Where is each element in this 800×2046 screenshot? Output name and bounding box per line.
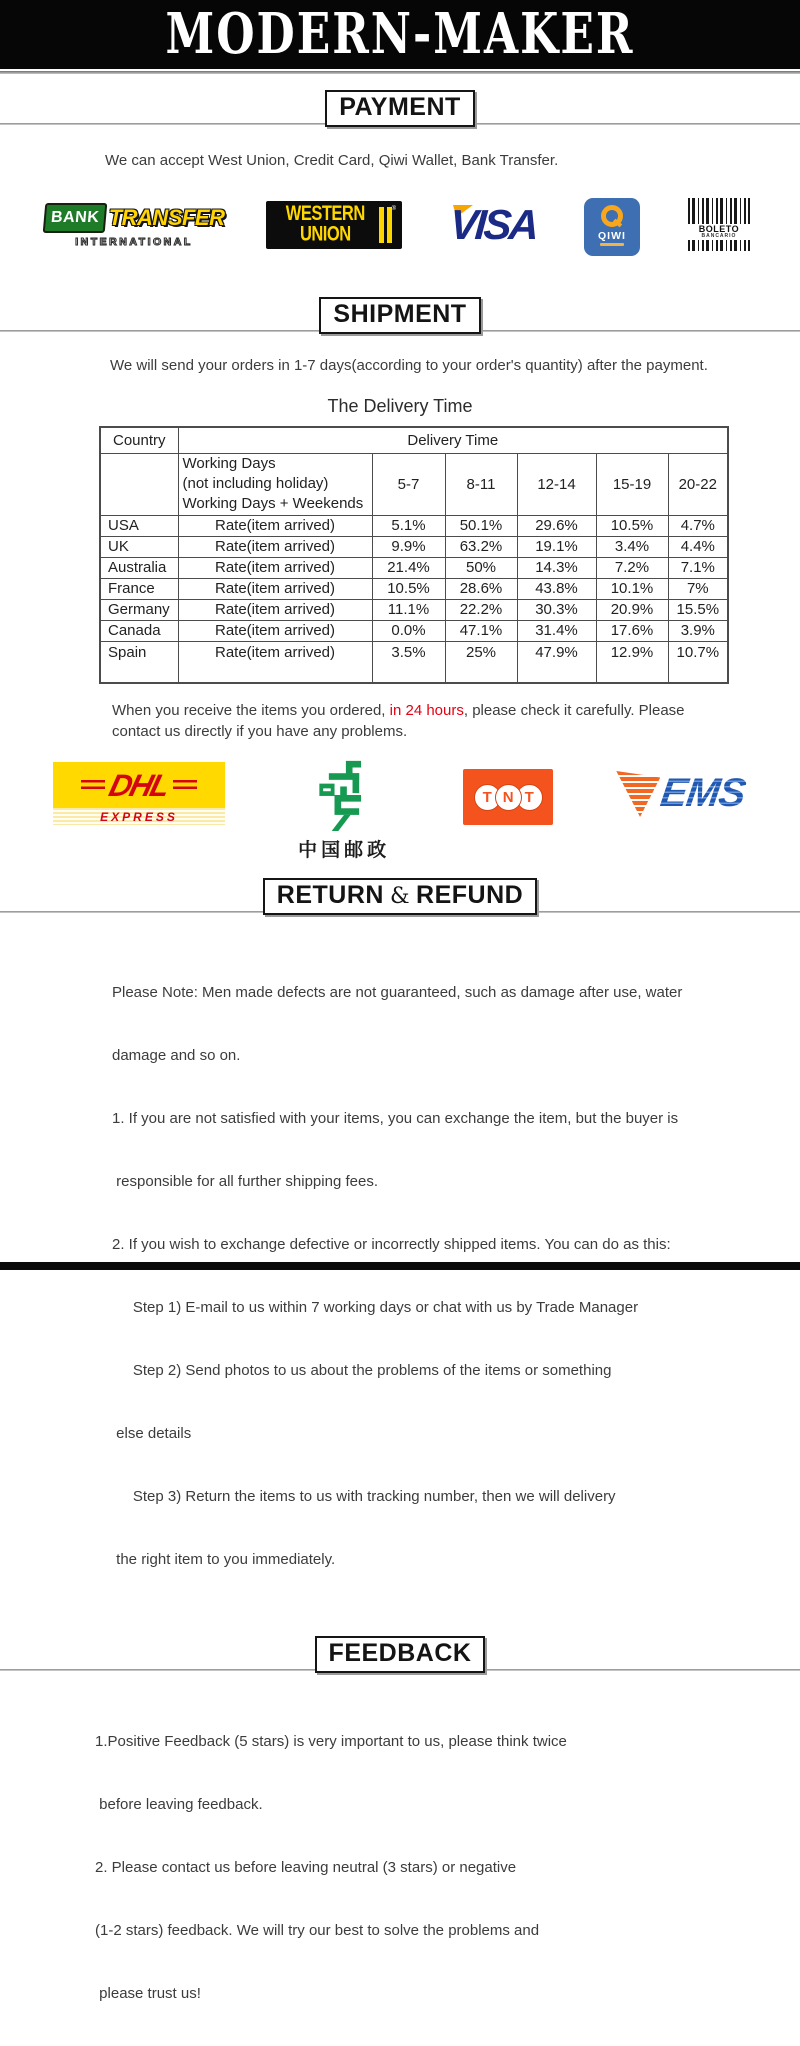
shipment-section-head [0,297,800,335]
rate-cell: Rate(item arrived) [178,578,372,599]
rate-cell: Rate(item arrived) [178,515,372,536]
table-subheader-row [100,453,728,515]
country-cell: Germany [100,599,178,620]
payment-logos-row [0,193,800,281]
bank-transfer-caption: INTERNATIONAL [75,236,193,248]
feedback-heading: FEEDBACK [315,1636,486,1673]
delivery-table-title: The Delivery Time [327,396,473,416]
value-cell: 10.5% [596,515,668,536]
col-header-country: Country [100,427,178,453]
value-cell: 21.4% [372,557,445,578]
value-cell: 31.4% [517,620,596,641]
value-cell: 9.9% [372,536,445,557]
country-cell: USA [100,515,178,536]
day-range: 15-19 [596,453,668,515]
shipping-logos-row [0,759,800,861]
dhl-dashes-icon [173,780,197,791]
country-cell: UK [100,536,178,557]
value-cell: 4.4% [668,536,728,557]
value-cell: 0.0% [372,620,445,641]
value-cell: 20.9% [596,599,668,620]
dhl-caption: EXPRESS [100,809,178,824]
value-cell: 47.1% [445,620,517,641]
table-row [100,620,728,641]
payment-section-head [0,90,800,128]
feedback-section-head [0,1636,800,1674]
payment-heading: PAYMENT [325,90,475,127]
china-post-caption: 中国邮政 [298,840,391,861]
shipment-heading: SHIPMENT [319,297,480,334]
return-refund-text: Please Note: Men made defects are not guaranteed, such as damage after use, water damage and so on. 1. If you are not satisfied with your items, you can exchange the item, but the buyer is responsible for all further shipping fees. 2. If you wish to exchange defective or incorrectly shipped items. You can do as this: Step 1) E-mail to us within 7 working days or chat with us by Trade Manager Step 2) Send photos to us about the problems of the items or something else details Step 3) Return the items to us with tracking number, then we will delivery the right item to you immediately. [112,984,683,1568]
ems-text: EMS [658,771,749,815]
day-range: 12-14 [517,453,596,515]
rate-cell: Rate(item arrived) [178,536,372,557]
value-cell: 12.9% [596,641,668,683]
delivery-time-table [99,426,729,684]
value-cell: 14.3% [517,557,596,578]
value-cell: 3.9% [668,620,728,641]
value-cell: 25% [445,641,517,683]
shipment-intro-text: We will send your orders in 1-7 days(according to your order's quantity) after the payment. [110,357,708,374]
tnt-letter: T [516,784,543,811]
value-cell: 47.9% [517,641,596,683]
value-cell: 28.6% [445,578,517,599]
return-refund-heading: RETURN & REFUND [263,878,537,915]
bank-transfer-logo [49,203,225,248]
tnt-letter: N [495,784,522,811]
dhl-logo [53,762,225,825]
day-range: 5-7 [372,453,445,515]
return-refund-section-head [0,878,800,916]
china-post-logo [288,759,400,862]
china-post-emblem-icon [315,759,373,831]
header-divider [0,71,800,74]
value-cell: 17.6% [596,620,668,641]
col-header-delivery-time: Delivery Time [178,427,728,453]
barcode-icon [688,198,750,224]
visa-text: VISA [448,201,538,248]
barcode-icon [688,240,750,251]
value-cell: 43.8% [517,578,596,599]
rate-cell: Rate(item arrived) [178,557,372,578]
bank-transfer-word2: TRANSFER [108,205,225,230]
western-union-line2: UNION [299,222,351,246]
value-cell: 11.1% [372,599,445,620]
value-cell: 50.1% [445,515,517,536]
value-cell: 50% [445,557,517,578]
country-cell: Canada [100,620,178,641]
qiwi-q-icon [601,205,623,227]
day-range: 20-22 [668,453,728,515]
country-cell: France [100,578,178,599]
working-days-cell: Working Days (not including holiday) Working Days + Weekends [178,453,372,515]
value-cell: 19.1% [517,536,596,557]
value-cell: 5.1% [372,515,445,536]
ems-flag-icon [616,771,660,817]
table-row [100,515,728,536]
dhl-text: DHL [105,767,173,803]
value-cell: 15.5% [668,599,728,620]
ems-logo [616,771,749,817]
brand-title: MODERN-MAKER [165,1,635,68]
qiwi-subtext-line [600,243,624,246]
qiwi-text: QIWI [598,230,626,242]
value-cell: 7% [668,578,728,599]
value-cell: 10.7% [668,641,728,683]
value-cell: 10.5% [372,578,445,599]
value-cell: 29.6% [517,515,596,536]
rate-cell: Rate(item arrived) [178,599,372,620]
qiwi-logo [584,198,640,256]
value-cell: 3.5% [372,641,445,683]
value-cell: 63.2% [445,536,517,557]
rate-cell: Rate(item arrived) [178,620,372,641]
table-row [100,557,728,578]
visa-logo [448,201,538,248]
value-cell: 10.1% [596,578,668,599]
empty-cell [100,453,178,515]
value-cell: 7.1% [668,557,728,578]
value-cell: 7.2% [596,557,668,578]
value-cell: 4.7% [668,515,728,536]
value-cell: 30.3% [517,599,596,620]
receive-note: When you receive the items you ordered, in 24 hours, please check it carefully. Please contact us directly if you have any problems. [112,700,800,742]
table-header-row [100,427,728,453]
western-union-reg: ® [391,206,396,212]
receive-note-line2: contact us directly if you have any problems. [112,723,408,740]
boleto-line2: BANCARIO [701,233,737,239]
country-cell: Spain [100,641,178,683]
feedback-text: 1.Positive Feedback (5 stars) is very important to us, please think twice before leaving feedback. 2. Please contact us before leaving neutral (3 stars) or negative (1-2 stars) feedback. We will try our best to solve the problems and please trust us! [95,1733,567,2002]
footer-bar [0,1262,800,1270]
tnt-letter: T [474,784,501,811]
highlight-24-hours: in 24 hours [389,702,464,719]
table-row [100,536,728,557]
header-bar [0,0,800,71]
value-cell: 22.2% [445,599,517,620]
table-row [100,578,728,599]
value-cell: 3.4% [596,536,668,557]
boleto-logo [688,198,750,256]
day-range: 8-11 [445,453,517,515]
country-cell: Australia [100,557,178,578]
western-union-line1: WESTERN [285,202,365,226]
boleto-line1: BOLETO [698,224,740,234]
payment-intro-text: We can accept West Union, Credit Card, Qiwi Wallet, Bank Transfer. [105,152,559,169]
table-row [100,641,728,683]
tnt-logo [463,769,553,825]
table-row [100,599,728,620]
western-union-bars [379,206,392,244]
bank-transfer-word1: BANK [42,203,107,233]
western-union-logo [266,201,402,249]
dhl-dashes-icon [81,780,105,791]
rate-cell: Rate(item arrived) [178,641,372,683]
